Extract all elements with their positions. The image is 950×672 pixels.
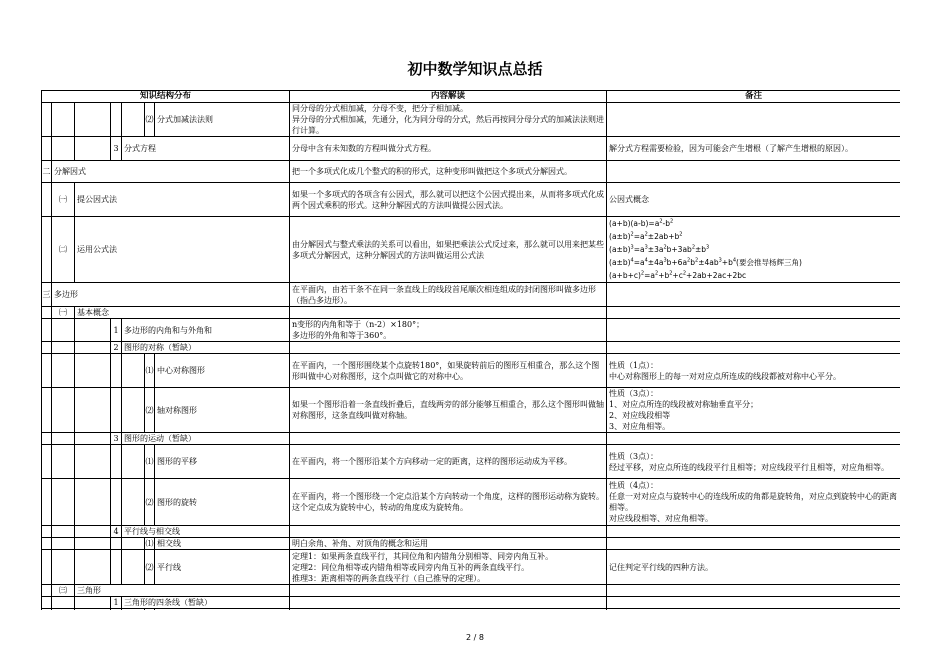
table-row — [42, 161, 901, 183]
page-number: 2 / 8 — [466, 633, 484, 642]
item-note: 性质（1点）： 中心对称图形上的每一对对应点所连成的线段都被对称中心平分。 — [607, 354, 900, 388]
table-row — [42, 103, 901, 137]
item-marker: ⑴ — [145, 539, 154, 548]
table-row — [42, 388, 901, 433]
table-row — [42, 479, 901, 526]
item-number: 4 — [111, 526, 122, 538]
item-label: 平行线 — [155, 550, 290, 585]
item-label: 运用公式法 — [75, 217, 290, 283]
item-label: 分式方程 — [122, 137, 290, 161]
section-label: 分解因式 — [52, 161, 290, 183]
item-label: 中心对称图形 — [155, 354, 290, 388]
knowledge-table — [41, 90, 900, 610]
item-marker: ⑴ — [145, 354, 155, 388]
item-label: 相交线 — [155, 538, 290, 550]
table-row — [42, 342, 901, 354]
item-content: 明白余角、补角、对顶角的概念和运用 — [290, 538, 607, 550]
item-marker: ㈠ — [52, 183, 75, 217]
item-label: 基本概念 — [75, 307, 290, 319]
item-label: 三角形 — [75, 585, 290, 597]
item-content: 由分解因式与整式乘法的关系可以看出，如果把乘法公式反过来，那么就可以用来把某些多项式分解因式，这种分解因式的方法叫做运用公式法 — [290, 217, 607, 283]
table-row — [42, 354, 901, 388]
table-row — [42, 445, 901, 479]
table-row — [42, 319, 901, 342]
formula-list — [607, 217, 900, 283]
item-label: 提公因式法 — [75, 183, 290, 217]
item-content: 如果一个图形沿着一条直线折叠后，直线两旁的部分能够互相重合，那么这个图形叫做轴对称图形，这条直线叫做对称轴。 — [290, 388, 607, 433]
table-row — [42, 183, 901, 217]
table-row — [42, 283, 901, 307]
formula-line: $(a+b)(a-b)=a^2-b^2$ — [609, 218, 674, 228]
section-content: 在平面内，由若干条不在同一条直线上的线段首尾顺次相连组成的封闭图形叫做多边形（指凸多边形）。 — [290, 283, 607, 307]
item-label: 三角形的四条线（暂缺） — [122, 597, 290, 609]
item-number: 1 — [111, 597, 122, 609]
table-row — [42, 550, 901, 585]
item-marker: ⑴ — [145, 445, 155, 479]
item-marker: ㈠ — [52, 307, 75, 319]
item-content: 在平面内，一个图形围绕某个点旋转180°，如果旋转前后的图形互相重合，那么这个图形叫做中心对称图形，这个点叫做它的对称中心。 — [290, 354, 607, 388]
table-row — [42, 538, 901, 550]
section-label: 多边形 — [52, 283, 290, 307]
item-note: 性质（3点）： 1、对应点所连的线段被对称轴垂直平分； 2、对应线段相等 3、对应角相等。 — [607, 388, 900, 433]
formula-line: $(a\pm b)^4=a^4\pm 4a^3b+6a^2b^2\pm 4ab^3+b^4$(要会推导杨辉三角) — [609, 257, 802, 267]
item-label: 图形的平移 — [155, 445, 290, 479]
header-note: 备注 — [607, 91, 900, 103]
section-marker: 三 — [42, 283, 52, 307]
item-number: 3 — [111, 433, 122, 445]
item-note: 记住判定平行线的四种方法。 — [607, 550, 900, 585]
item-number: 3 — [111, 137, 122, 161]
item-content: 在平面内，将一个图形沿某个方向移动一定的距离，这样的图形运动成为平移。 — [290, 445, 607, 479]
item-marker: ⑵ — [145, 388, 155, 433]
item-content: 定理1：如果两条直线平行，其同位角和内错角分别相等、同旁内角互补。 定理2：同位角相等或内错角相等或同旁内角互补的两条直线平行。 推理3：距离相等的两条直线平行（自己推导的定理）。 — [290, 550, 607, 585]
table-row — [42, 307, 901, 319]
header-row — [42, 91, 901, 103]
item-note: 性质（4点）： 任意一对对应点与旋转中心的连线所成的角都是旋转角，对应点到旋转中心的距离相等。 对应线段相等、对应角相等。 — [607, 479, 900, 526]
header-structure: 知识结构分布 — [42, 91, 290, 103]
item-label: 图形的运动（暂缺） — [122, 433, 290, 445]
item-marker: ⑵ — [145, 103, 155, 137]
item-label: 分式加减法法则 — [155, 103, 290, 137]
item-marker: ⑵ — [145, 550, 155, 585]
item-marker: ㈢ — [52, 585, 75, 597]
item-label: 平行线与相交线 — [122, 526, 290, 538]
item-label: 图形的旋转 — [155, 479, 290, 526]
formula-line: $(a\pm b)^3=a^3\pm 3a^2b+3ab^2\pm b^3$ — [609, 244, 710, 254]
knowledge-table-sheet — [41, 90, 900, 610]
item-content: 分母中含有未知数的方程叫做分式方程。 — [290, 137, 607, 161]
table-row — [42, 433, 901, 445]
item-content: n变形的内角和等于（n-2）×180°； 多边形的外角和等于360°。 — [290, 319, 607, 342]
item-marker: ⑵ — [145, 479, 155, 526]
item-number: 2 — [111, 342, 122, 354]
item-content: 同分母的分式相加减，分母不变，把分子相加减。 异分母的分式相加减，先通分，化为同分母的分式，然后再按同分母分式的加减法法则进行计算。 — [290, 103, 607, 137]
table-row — [42, 217, 901, 283]
item-marker: ㈡ — [52, 217, 75, 283]
header-content: 内容解读 — [290, 91, 607, 103]
formula-line: $(a+b+c)^2=a^2+b^2+c^2+2ab+2ac+2bc$ — [609, 270, 747, 280]
page-title: 初中数学知识点总括 — [407, 60, 543, 78]
item-content: 如果一个多项式的各项含有公因式，那么就可以把这个公因式提出来，从而将多项式化成两个因式乘积的形式。这种分解因式的方法叫做提公因式法。 — [290, 183, 607, 217]
formula-line: $(a\pm b)^2=a^2\pm 2ab+b^2$ — [609, 231, 683, 241]
table-row — [42, 585, 901, 597]
table-row — [42, 526, 901, 538]
item-note: 性质（3点）： 经过平移，对应点所连的线段平行且相等；对应线段平行且相等，对应角相等。 — [607, 445, 900, 479]
item-label: 图形的对称（暂缺） — [122, 342, 290, 354]
item-number: 1 — [111, 319, 122, 342]
table-row — [42, 597, 901, 609]
table-row — [42, 137, 901, 161]
item-label: 多边形的内角和与外角和 — [122, 319, 290, 342]
item-note: 公因式概念 — [607, 183, 900, 217]
item-note: 解分式方程需要检验，因为可能会产生增根（了解产生增根的原因）。 — [607, 137, 900, 161]
item-label: 轴对称图形 — [155, 388, 290, 433]
section-marker: 二 — [42, 161, 52, 183]
item-content: 在平面内，将一个图形绕一个定点沿某个方向转动一个角度，这样的图形运动称为旋转。这个定点成为旋转中心，转动的角度成为旋转角。 — [290, 479, 607, 526]
section-content: 把一个多项式化成几个整式的积的形式，这种变形叫做把这个多项式分解因式。 — [290, 161, 607, 183]
table-row — [42, 609, 901, 611]
